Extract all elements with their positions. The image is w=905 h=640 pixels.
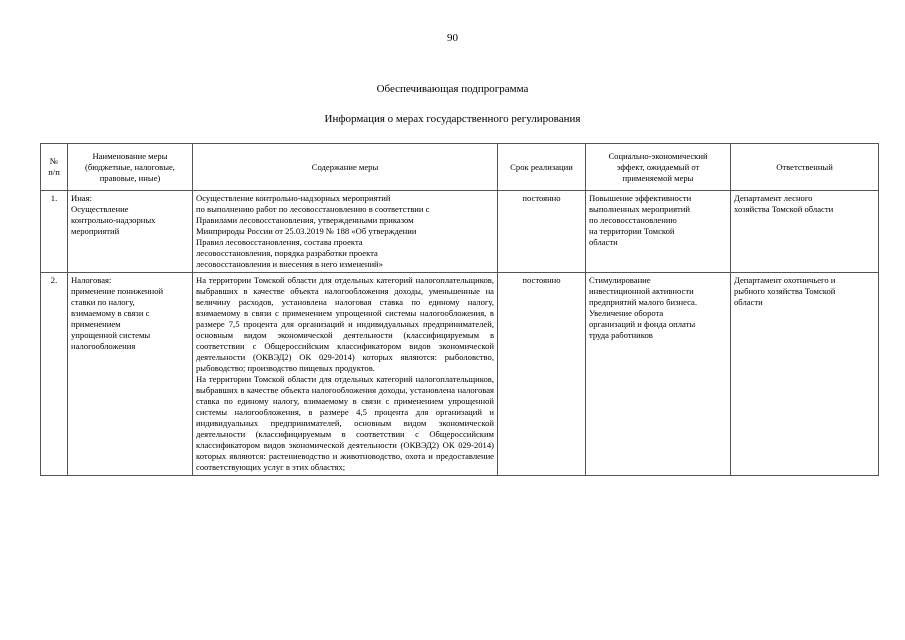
header-measure-name: Наименование меры (бюджетные, налоговые, правовые, иные)	[68, 144, 193, 191]
header-term: Срок реализации	[498, 144, 586, 191]
section-title: Обеспечивающая подпрограмма	[376, 83, 529, 95]
table-header-row	[41, 144, 879, 191]
row-measure-content: Осуществление контрольно-надзорных мероприятий по выполнению работ по лесовосстановлению в соответствии с Правилами лесовосстановления, утвержденными приказом Минприроды России от 25.03.2019 № 188 «Об утверждении Правил лесовосстановления, состава проекта лесовосстановления, порядка разработки проекта лесовосстановления и внесения в него изменений»	[193, 191, 498, 273]
content-paragraph: На территории Томской области для отдельных категорий налогоплательщиков, выбравших в качестве объекта налогообложения доходы, уменьшенные на величину расходов, установлена налоговая ставка по единому налогу, взимаемому в связи с применением упрощенной системы налогообложения, в размере 7,5 процента для организаций и индивидуальных предпринимателей, основным видом экономической деятельности (классифицируемым в соответствии с Общероссийским классификатором видов экономической деятельности (ОКВЭД2) ОК 029-2014) которых являются: рыболовство, рыбоводство; производство пищевых продуктов.	[196, 275, 494, 373]
header-measure-content: Содержание меры	[193, 144, 498, 191]
page-number: 90	[447, 32, 458, 44]
header-num: № п/п	[41, 144, 68, 191]
header-effect: Социально-экономический эффект, ожидаемый от применяемой меры	[586, 144, 731, 191]
table-row	[41, 273, 879, 476]
row-num: 1.	[41, 191, 68, 273]
row-effect: Стимулирование инвестиционной активности предприятий малого бизнеса. Увеличение оборота организаций и фонда оплаты труда работников	[586, 273, 731, 476]
row-responsible: Департамент охотничьего и рыбного хозяйства Томской области	[731, 273, 879, 476]
table-row	[41, 191, 879, 273]
row-measure-content	[193, 273, 498, 476]
section-subtitle: Информация о мерах государственного регулирования	[324, 113, 581, 125]
content-paragraph: На территории Томской области для отдельных категорий налогоплательщиков, выбравших в качестве объекта налогообложения доходы, установлена налоговая ставка по единому налогу, взимаемому в связи с применением упрощенной системы налогообложения, в размере 4,5 процента для организаций и индивидуальных предпринимателей, основным видом экономической деятельности (классифицируемым в соответствии с Общероссийским классификатором видов экономической деятельности (ОКВЭД2) ОК 029-2014) которых являются: растениеводство и животноводство, охота и предоставление соответствующих услуг в этих областях;	[196, 374, 494, 472]
measures-table	[40, 143, 879, 476]
row-term: постоянно	[498, 273, 586, 476]
row-num: 2.	[41, 273, 68, 476]
row-term: постоянно	[498, 191, 586, 273]
row-measure-name: Иная: Осуществление контрольно-надзорных мероприятий	[68, 191, 193, 273]
row-responsible: Департамент лесного хозяйства Томской области	[731, 191, 879, 273]
row-measure-name: Налоговая: применение пониженной ставки по налогу, взимаемому в связи с применением упрощенной системы налогообложения	[68, 273, 193, 476]
header-responsible: Ответственный	[731, 144, 879, 191]
row-effect: Повышение эффективности выполненных мероприятий по лесовосстановлению на территории Томской области	[586, 191, 731, 273]
